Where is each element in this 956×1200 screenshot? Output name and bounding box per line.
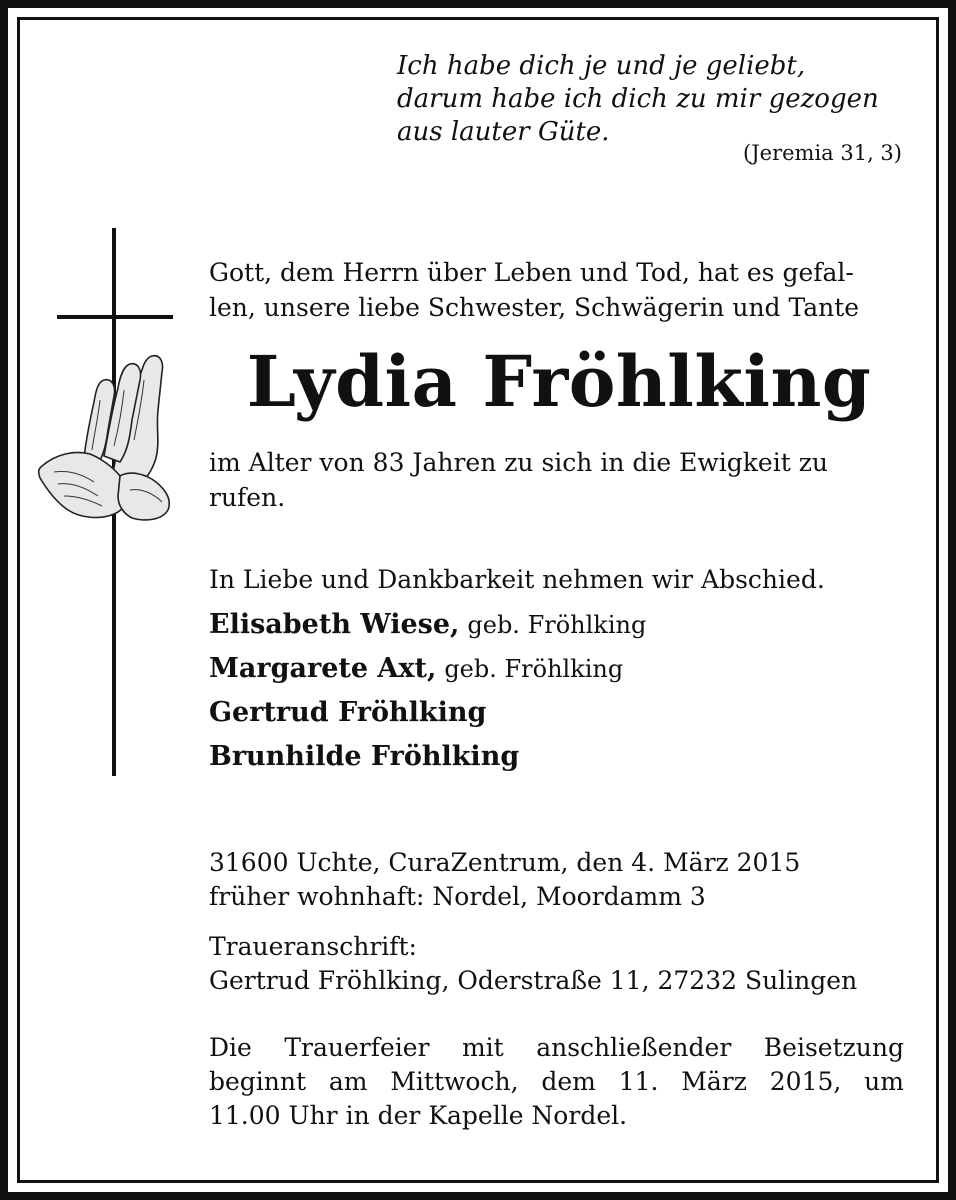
age-line: rufen. (209, 483, 286, 512)
age-line: im Alter von 83 Jahren zu sich in die Ewigkeit zu (209, 448, 828, 477)
place-line: 31600 Uchte, CuraZentrum, den 4. März 2015 (209, 848, 801, 877)
relative-maiden-name: geb. Fröhlking (467, 611, 647, 639)
deceased-name: Lydia Fröhlking (246, 340, 872, 423)
address-value: Gertrud Fröhlking, Oderstraße 11, 27232 Sulingen (209, 966, 858, 995)
ceremony-line: Die Trauerfeier mit anschließender Beisetzung (209, 1033, 904, 1062)
intro-line: Gott, dem Herrn über Leben und Tod, hat es gefal- (209, 258, 854, 287)
ceremony-line: 11.00 Uhr in der Kapelle Nordel. (209, 1101, 628, 1130)
inner-border (17, 17, 939, 1183)
relative-maiden-name: geb. Fröhlking (444, 655, 624, 683)
relative-entry (209, 603, 646, 647)
relative-name: Elisabeth Wiese, (209, 609, 460, 640)
place-date (209, 846, 800, 914)
praying-hands-icon (34, 350, 174, 525)
cross-icon-bar (57, 315, 173, 319)
relative-name: Gertrud Fröhlking (209, 697, 487, 728)
ceremony-notice (209, 1031, 904, 1133)
verse-line: darum habe ich dich zu mir gezogen (397, 84, 879, 114)
relative-entry (209, 735, 646, 779)
address-label: Traueranschrift: (209, 932, 417, 961)
relative-name: Margarete Axt, (209, 653, 437, 684)
relative-entry (209, 691, 646, 735)
farewell-text: In Liebe und Dankbarkeit nehmen wir Abschied. (209, 565, 825, 594)
mourning-address (209, 930, 857, 998)
age-text (209, 445, 909, 515)
former-residence-line: früher wohnhaft: Nordel, Moordamm 3 (209, 882, 706, 911)
verse-line: Ich habe dich je und je geliebt, (397, 51, 806, 81)
bible-verse (397, 50, 907, 149)
relatives-list (209, 603, 646, 779)
relative-name: Brunhilde Fröhlking (209, 741, 520, 772)
verse-reference: (Jeremia 31, 3) (743, 141, 902, 165)
intro-text (209, 255, 909, 325)
verse-line: aus lauter Güte. (397, 117, 610, 147)
ceremony-line: beginnt am Mittwoch, dem 11. März 2015, um (209, 1067, 904, 1096)
relative-entry (209, 647, 646, 691)
intro-line: len, unsere liebe Schwester, Schwägerin und Tante (209, 293, 860, 322)
